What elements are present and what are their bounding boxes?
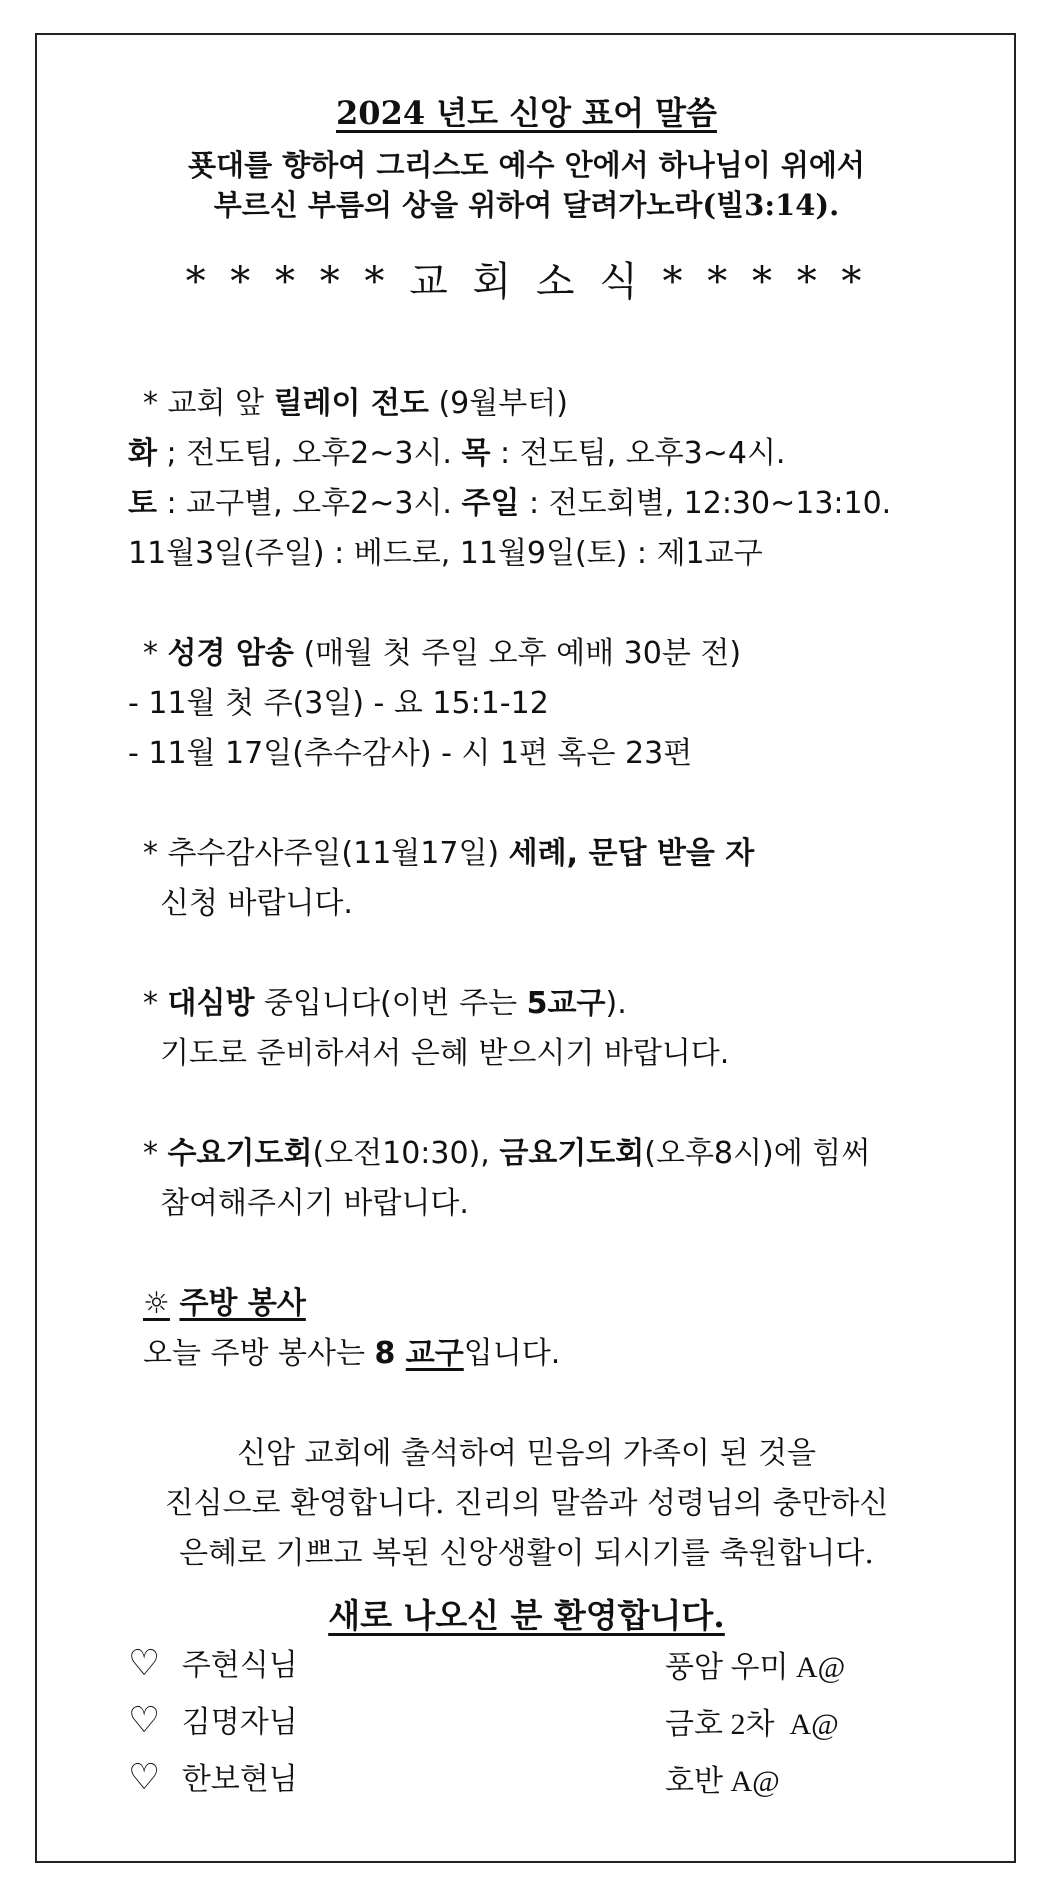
- welcome-line3: 은혜로 기쁘고 복된 신앙생활이 되시기를 축원합니다.: [179, 1536, 874, 1571]
- bible-item-2: - 11월 17일(추수감사) - 시 1편 혹은 23편: [128, 736, 693, 771]
- motto-title: 2024 년도 신앙 표어 말씀: [336, 94, 717, 132]
- prayer-line1: * 수요기도회(오전10:30), 금요기도회(오후8시)에 힘써: [143, 1136, 871, 1171]
- newcomers-title: 새로 나오신 분 환영합니다.: [328, 1596, 725, 1635]
- bible-item-1: - 11월 첫 주(3일) - 요 15:1-12: [128, 686, 549, 721]
- motto-verse-line2: 부르신 부름의 상을 위하여 달려가노라(빌3:14).: [213, 188, 840, 222]
- heart-icon: ♡: [128, 1643, 161, 1684]
- visit-line2: 기도로 준비하셔서 은혜 받으시기 바랍니다.: [160, 1036, 730, 1071]
- relay-heading: * 교회 앞 릴레이 전도 (9월부터): [143, 386, 568, 421]
- church-news-header: * * * * * 교 회 소 식 * * * * *: [185, 259, 868, 305]
- heart-icon: ♡: [128, 1700, 161, 1741]
- relay-special: 11월3일(주일) : 베드로, 11월9일(토) : 제1교구: [128, 536, 763, 571]
- bulletin-frame: [35, 33, 1016, 1863]
- kitchen-heading: ☼ 주방 봉사: [143, 1286, 306, 1321]
- list-item: [128, 1697, 298, 1741]
- newcomer-address: 호반 A@: [665, 1765, 780, 1798]
- list-item: [128, 1754, 298, 1798]
- newcomer-name: 주현식님: [181, 1649, 298, 1682]
- list-item: [128, 1640, 298, 1684]
- relay-sat-sun: 토 : 교구별, 오후2~3시. 주일 : 전도회별, 12:30~13:10.: [128, 486, 892, 521]
- newcomer-address: 금호 2차 A@: [665, 1708, 839, 1741]
- newcomer-address: 풍암 우미 A@: [665, 1651, 846, 1684]
- baptism-line1: * 추수감사주일(11월17일) 세례, 문답 받을 자: [143, 836, 755, 871]
- newcomer-name: 한보현님: [181, 1763, 298, 1796]
- kitchen-text: 오늘 주방 봉사는 8 교구입니다.: [143, 1336, 561, 1371]
- heart-icon: ♡: [128, 1757, 161, 1798]
- motto-verse-line1: 푯대를 향하여 그리스도 예수 안에서 하나님이 위에서: [188, 148, 865, 182]
- kitchen-sun-icon: ☼: [143, 1286, 170, 1321]
- relay-tue-thu: 화 ; 전도팀, 오후2~3시. 목 : 전도팀, 오후3~4시.: [128, 436, 786, 471]
- newcomer-name: 김명자님: [181, 1706, 298, 1739]
- baptism-line2: 신청 바랍니다.: [160, 886, 353, 921]
- welcome-line1: 신암 교회에 출석하여 믿음의 가족이 된 것을: [237, 1436, 816, 1471]
- bible-heading: * 성경 암송 (매월 첫 주일 오후 예배 30분 전): [143, 636, 742, 671]
- visit-line1: * 대심방 중입니다(이번 주는 5교구).: [143, 986, 627, 1021]
- prayer-line2: 참여해주시기 바랍니다.: [160, 1186, 469, 1221]
- welcome-line2: 진심으로 환영합니다. 진리의 말씀과 성령님의 충만하신: [164, 1486, 889, 1521]
